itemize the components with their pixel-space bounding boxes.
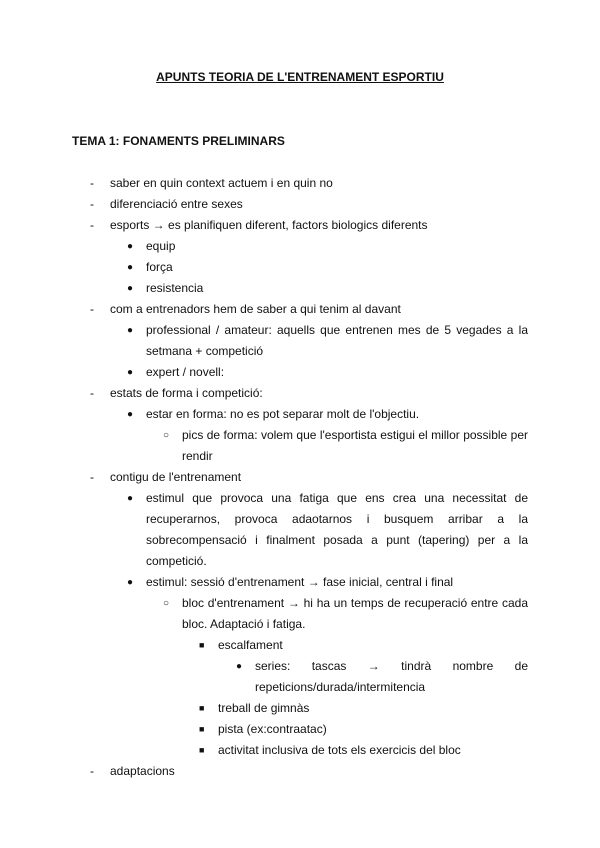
- bullet-disc-icon: ●: [127, 325, 134, 336]
- list-item-text: series: tascas → tindrà nombre de repeticions/durada/intermitencia: [255, 659, 528, 694]
- list-item-text: estimul que provoca una fatiga que ens crea una necessitat de recuperarnos, provoca adaotarnos i busquem arribar a la sobrecompensació i finalment posada a punt (tapering) per a la competició.: [146, 491, 528, 568]
- list-item: [0, 719, 600, 740]
- dash-marker: -: [90, 764, 94, 778]
- list-item-text: professional / amateur: aquells que entrenen mes de 5 vegades a la setmana + competició: [146, 323, 528, 358]
- list-item: [0, 362, 600, 383]
- list-item: [0, 383, 600, 404]
- list-item: [0, 278, 600, 299]
- list-item-text: activitat inclusiva de tots els exercicis del bloc: [218, 743, 461, 757]
- bullet-disc-icon: ●: [127, 283, 134, 294]
- dash-marker: -: [90, 197, 94, 211]
- list-item: [0, 761, 600, 782]
- list-item-text: bloc d'entrenament → hi ha un temps de recuperació entre cada bloc. Adaptació i fatiga.: [182, 596, 528, 631]
- bullet-list: [0, 173, 600, 782]
- bullet-disc-icon: ●: [127, 241, 134, 252]
- list-item-text: estar en forma: no es pot separar molt de l'objectiu.: [146, 407, 420, 421]
- list-item-text: força: [146, 260, 173, 274]
- list-item-text: escalfament: [218, 638, 283, 652]
- list-item: [0, 320, 600, 362]
- list-item-text: saber en quin context actuem i en quin no: [110, 176, 333, 190]
- list-item: [0, 299, 600, 320]
- list-item-text: esports → es planifiquen diferent, factors biologics diferents: [110, 218, 428, 232]
- list-item: [0, 698, 600, 719]
- dash-marker: -: [90, 302, 94, 316]
- list-item: [0, 194, 600, 215]
- bullet-disc-icon: ●: [127, 262, 134, 273]
- list-item-text: estimul: sessió d'entrenament → fase inicial, central i final: [146, 575, 454, 589]
- list-item-text: contigu de l'entrenament: [110, 470, 242, 484]
- bullet-disc-icon: ●: [127, 493, 134, 504]
- bullet-circle-icon: ○: [163, 598, 170, 609]
- document-title: APUNTS TEORIA DE L'ENTRENAMENT ESPORTIU: [156, 70, 444, 84]
- dash-marker: -: [90, 386, 94, 400]
- list-item: [0, 173, 600, 194]
- bullet-disc-icon: ●: [127, 367, 134, 378]
- bullet-square-icon: ■: [199, 724, 205, 734]
- dash-marker: -: [90, 470, 94, 484]
- list-item: [0, 425, 600, 467]
- list-item: [0, 572, 600, 593]
- bullet-circle-icon: ○: [163, 430, 170, 441]
- section-heading: TEMA 1: FONAMENTS PRELIMINARS: [72, 134, 285, 148]
- list-item-text: pista (ex:contraatac): [218, 722, 327, 736]
- list-item-text: resistencia: [146, 281, 204, 295]
- list-item-text: pics de forma: volem que l'esportista estigui el millor possible per rendir: [182, 428, 528, 463]
- list-item: [0, 740, 600, 761]
- list-item: [0, 635, 600, 656]
- list-item: [0, 236, 600, 257]
- list-item-text: estats de forma i competició:: [110, 386, 263, 400]
- list-item: [0, 488, 600, 572]
- bullet-square-icon: ■: [199, 745, 205, 755]
- dash-marker: -: [90, 218, 94, 232]
- list-item: [0, 467, 600, 488]
- list-item: [0, 215, 600, 236]
- dash-marker: -: [90, 176, 94, 190]
- list-item: [0, 656, 600, 698]
- list-item-text: com a entrenadors hem de saber a qui tenim al davant: [110, 302, 401, 316]
- list-item-text: diferenciació entre sexes: [110, 197, 243, 211]
- list-item: [0, 257, 600, 278]
- list-item: [0, 593, 600, 635]
- bullet-disc-icon: ●: [127, 409, 134, 420]
- bullet-disc-icon: ●: [236, 661, 243, 672]
- list-item-text: treball de gimnàs: [218, 701, 310, 715]
- bullet-square-icon: ■: [199, 703, 205, 713]
- list-item: [0, 404, 600, 425]
- list-item-text: expert / novell:: [146, 365, 225, 379]
- list-item-text: equip: [146, 239, 176, 253]
- bullet-disc-icon: ●: [127, 577, 134, 588]
- list-item-text: adaptacions: [110, 764, 175, 778]
- bullet-square-icon: ■: [199, 640, 205, 650]
